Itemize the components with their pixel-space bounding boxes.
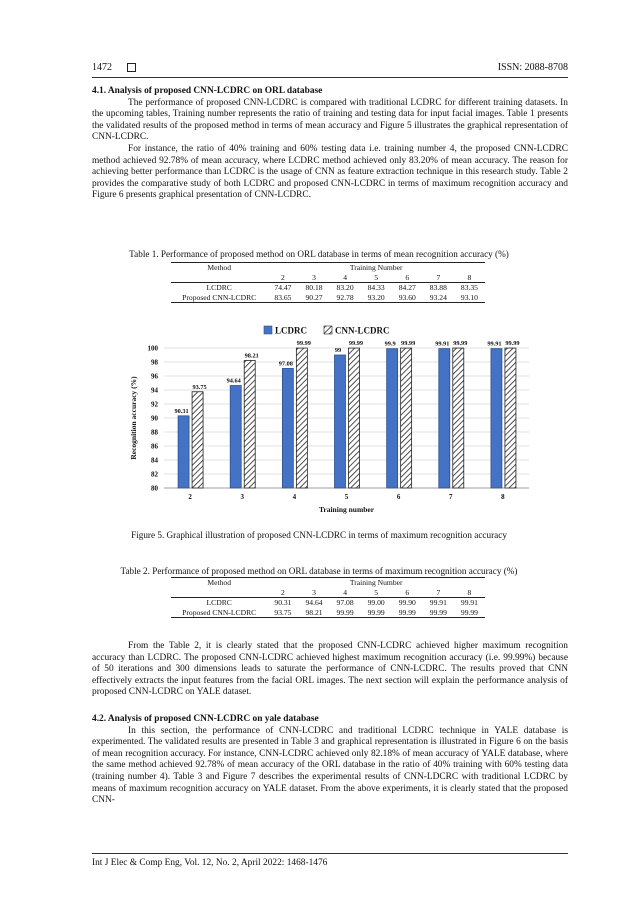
column-header: 3 <box>298 273 329 283</box>
bar-chart <box>124 318 564 538</box>
data-label: 99 <box>334 347 342 354</box>
x-tick-label: 2 <box>188 493 192 501</box>
table-cell: 80.18 <box>305 283 323 292</box>
table-cell: 97.08 <box>336 598 354 607</box>
data-label: 99.99 <box>453 340 468 348</box>
table-cell: 93.60 <box>392 293 423 303</box>
y-tick-label: 82 <box>151 470 158 479</box>
header-rule <box>92 77 568 78</box>
paragraph: From the Table 2, it is clearly stated that the proposed CNN-LCDRC achieved higher maximum recognition accuracy than LCDRC. The proposed CNN-LCDRC achieved highest maximum recognition accuracy (i.e. 99.99%) because of 50 iterations and 300 dimensions leads to saturate the performance of CNN-LCDRC. The results proved that CNN effectively extracts the input features from the facial ORL images. The next section will explain the performance analysis of proposed CNN-LCDRC on YALE dataset. <box>92 641 568 698</box>
bar-lcdrc <box>230 386 241 488</box>
data-label: 99.99 <box>401 340 416 348</box>
bar-lcdrc <box>282 368 293 488</box>
table-cell: 90.31 <box>274 598 292 607</box>
column-header: 8 <box>454 273 485 283</box>
y-tick-label: 84 <box>151 456 158 465</box>
table-cell: 84.27 <box>398 283 416 292</box>
method-header: Method <box>171 263 267 273</box>
x-axis-title: Training number <box>318 505 375 514</box>
table-cell: 99.99 <box>361 608 392 618</box>
paragraph: For instance, the ratio of 40% training and 60% testing data i.e. training number 4, the proposed CNN-LCDRC method achieved 92.78% of mean accuracy, where LCDRC method achieved only 83.20% of mean accuracy. The reason for achieving better performance than LCDRC is the usage of CNN as feature extraction technique in this research study. Table 2 provides the comparative study of both LCDRC and proposed CNN-LCDRC in terms of maximum recognition accuracy and Figure 6 presents graphical presentation of CNN-LCDRC. <box>92 143 568 201</box>
table-cell: 93.24 <box>423 293 454 303</box>
square-icon <box>127 63 136 72</box>
column-header: 4 <box>330 588 361 598</box>
page-footer: Int J Elec & Comp Eng, Vol. 12, No. 2, April 2022: 1468-1476 <box>92 858 328 868</box>
y-tick-label: 80 <box>151 484 158 493</box>
paragraph: In this section, the performance of CNN-LCDRC and traditional LCDRC technique in YALE database is experimented. The validated results are presented in Table 3 and graphical representation is illustrated in Figure 6 on the basis of mean recognition accuracy. For instance, CNN-LCDRC achieved only 82.18% of mean accuracy of YALE database, where the same method achieved 92.78% of mean accuracy of the ORL database in the ratio of 40% training with 60% testing data (training number 4). Table 3 and Figure 7 describes the experimental results of CNN-LDCRC with traditional LCDRC by means of maximum recognition accuracy on YALE dataset. From the above experiments, it is clearly stated that the proposed CNN- <box>92 725 568 806</box>
table-cell: 93.20 <box>361 293 392 303</box>
data-label: 94.64 <box>226 377 241 385</box>
table-cell: 83.88 <box>429 283 447 292</box>
column-header: 8 <box>454 588 485 598</box>
data-label: 99.91 <box>435 340 450 348</box>
bar-cnn-lcdrc <box>349 348 360 488</box>
data-label: 99.99 <box>505 340 520 348</box>
bar-cnn-lcdrc <box>505 348 516 488</box>
table-cell: 99.99 <box>392 608 423 618</box>
section-4-1 <box>92 86 568 202</box>
y-tick-label: 88 <box>151 428 158 437</box>
row-method: LCDRC <box>206 598 232 607</box>
y-tick-label: 96 <box>151 372 158 381</box>
y-tick-label: 86 <box>151 442 158 451</box>
data-label: 98.21 <box>244 352 259 360</box>
bar-cnn-lcdrc <box>244 361 255 488</box>
section-title: 4.1. Analysis of proposed CNN-LCDRC on ORL database <box>92 86 323 96</box>
bar-cnn-lcdrc <box>453 348 464 488</box>
data-label: 90.31 <box>174 407 189 415</box>
method-header: Method <box>171 578 267 588</box>
column-header: 6 <box>392 273 423 283</box>
y-tick-label: 100 <box>147 344 158 353</box>
training-number-header: Training Number <box>267 578 485 588</box>
table-cell: 99.00 <box>367 598 385 607</box>
column-header: 6 <box>392 588 423 598</box>
bar-cnn-lcdrc <box>192 392 203 488</box>
paragraph: The performance of proposed CNN-LCDRC is compared with traditional LCDRC for different training datasets. In the upcoming tables, Training number represents the ratio of training and testing data for input facial images. Table 1 presents the validated results of the proposed method in terms of mean accuracy and Figure 5 illustrates the graphical representation of CNN-LCDRC. <box>92 97 568 143</box>
legend-swatch <box>324 326 332 334</box>
table-cell: 92.78 <box>330 293 361 303</box>
x-tick-label: 5 <box>344 493 349 501</box>
bar-lcdrc <box>439 349 450 488</box>
bar-cnn-lcdrc <box>296 348 307 488</box>
column-header: 2 <box>267 588 298 598</box>
data-label: 99.91 <box>487 340 502 348</box>
x-tick-label: 4 <box>292 493 297 501</box>
row-method: LCDRC <box>206 283 232 292</box>
row-method: Proposed CNN-LCDRC <box>171 293 267 303</box>
legend-label: CNN-LCDRC <box>335 325 390 336</box>
y-axis-title: Recognition accuracy (%) <box>129 376 138 460</box>
bar-cnn-lcdrc <box>401 348 412 488</box>
table-cell: 74.47 <box>274 283 292 292</box>
y-tick-label: 92 <box>151 400 158 409</box>
table-cell: 90.27 <box>298 293 329 303</box>
bar-lcdrc <box>335 355 346 488</box>
data-label: 97.08 <box>278 360 293 368</box>
x-tick-label: 3 <box>240 493 244 501</box>
column-header: 5 <box>361 588 392 598</box>
bar-lcdrc <box>387 349 398 488</box>
column-header: 3 <box>298 588 329 598</box>
x-tick-label: 8 <box>501 493 505 501</box>
table-cell: 99.90 <box>398 598 416 607</box>
table-cell: 94.64 <box>305 598 323 607</box>
legend-label: LCDRC <box>275 325 308 336</box>
y-tick-label: 98 <box>151 358 158 367</box>
table-cell: 99.99 <box>423 608 454 618</box>
figure5-caption: Figure 5. Graphical illustration of proposed CNN-LCDRC in terms of maximum recognition accuracy <box>131 530 507 540</box>
table-cell: 98.21 <box>298 608 329 618</box>
section-4-2 <box>92 714 568 807</box>
table-cell: 93.10 <box>454 293 485 303</box>
x-tick-label: 6 <box>396 493 401 501</box>
column-header: 5 <box>361 273 392 283</box>
y-tick-label: 90 <box>151 414 158 423</box>
bar-lcdrc <box>178 416 189 488</box>
legend-swatch <box>264 326 272 334</box>
table2 <box>171 577 485 618</box>
column-header: 2 <box>267 273 298 283</box>
table-cell: 84.33 <box>367 283 385 292</box>
table-cell: 99.99 <box>330 608 361 618</box>
data-label: 99.99 <box>348 340 364 348</box>
column-header: 7 <box>423 273 454 283</box>
footer-rule <box>92 853 568 854</box>
table-cell: 99.99 <box>454 608 485 618</box>
data-label: 99.99 <box>296 340 311 348</box>
data-label: 93.75 <box>192 383 207 391</box>
column-header: 7 <box>423 588 454 598</box>
page-number: 1472 <box>92 62 112 73</box>
page-header <box>92 62 568 78</box>
table-cell: 99.91 <box>429 598 447 607</box>
table-cell: 99.91 <box>460 598 478 607</box>
data-label: 99.9 <box>384 340 396 348</box>
row-method: Proposed CNN-LCDRC <box>171 608 267 618</box>
table1-caption: Table 1. Performance of proposed method on ORL database in terms of mean recognition accuracy (%) <box>129 249 509 259</box>
table-cell: 83.20 <box>336 283 354 292</box>
x-tick-label: 7 <box>449 493 453 501</box>
training-number-header: Training Number <box>267 263 485 273</box>
column-header: 4 <box>330 273 361 283</box>
table-cell: 93.75 <box>267 608 298 618</box>
y-tick-label: 94 <box>151 386 158 395</box>
table1 <box>171 262 485 303</box>
section-title: 4.2. Analysis of proposed CNN-LCDRC on yale database <box>92 714 319 724</box>
bar-lcdrc <box>491 349 502 488</box>
issn: ISSN: 2088-8708 <box>497 62 568 73</box>
table-cell: 83.65 <box>267 293 298 303</box>
table-cell: 83.35 <box>460 283 478 292</box>
table2-caption: Table 2. Performance of proposed method on ORL database in terms of maximum recognition accuracy (%) <box>120 566 518 576</box>
